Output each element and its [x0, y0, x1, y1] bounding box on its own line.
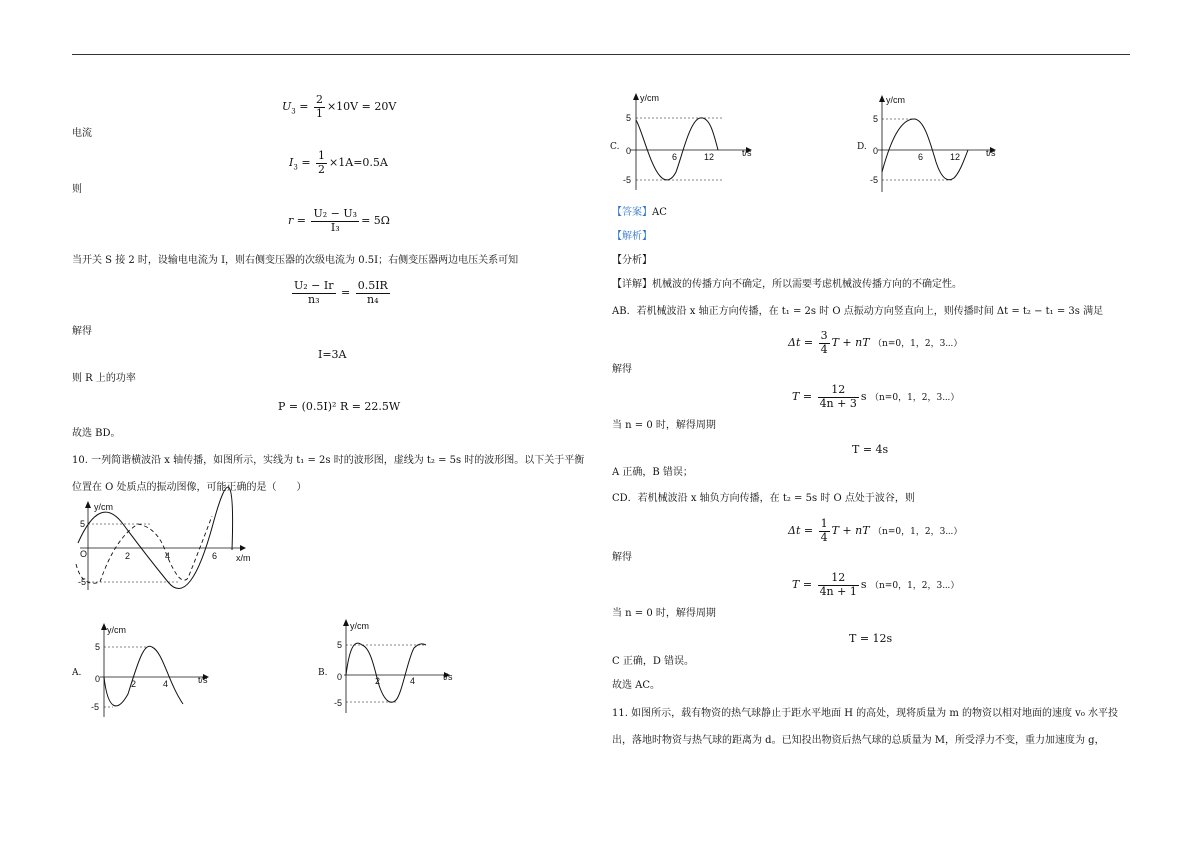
wave-xtick-1: 2	[125, 551, 131, 561]
solve-label: 解得	[72, 326, 92, 337]
header-rule	[72, 54, 1130, 55]
wave-y-label: y/cm	[94, 502, 113, 512]
option-d-label: D.	[857, 142, 867, 152]
option-d-graph	[868, 92, 1018, 197]
cd-text: CD．若机械波沿 x 轴负方向传播，在 t₂ = 5s 时 O 点处于波谷，则	[612, 493, 915, 504]
option-b-ymax: 5	[337, 640, 343, 650]
option-b-x-label: t/s	[443, 672, 453, 682]
wave-ymax: 5	[80, 519, 86, 529]
option-d-xtick-2: 12	[950, 152, 961, 162]
q10-line1: 10. 一列简谐横波沿 x 轴传播，如图所示，实线为 t₁ = 2s 时的波形图，虚线为 t₂ = 5s 时的波形图。以下关于平衡	[72, 455, 585, 466]
option-c-xtick-1: 6	[672, 152, 678, 162]
option-a-ymax: 5	[95, 642, 101, 652]
answer-value: AC	[652, 207, 667, 218]
option-d-xtick-1: 6	[918, 152, 924, 162]
option-b-origin: 0	[337, 672, 343, 682]
option-a-origin: 0	[95, 674, 101, 684]
option-d-ymax: 5	[873, 114, 879, 124]
solve1-label: 解得	[612, 364, 632, 375]
answer-tag: 【答案】	[612, 207, 652, 218]
wave-figure	[70, 498, 260, 598]
when2-text: 当 n = 0 时，解得周期	[612, 608, 716, 619]
option-b-y-label: y/cm	[350, 621, 369, 631]
option-b-graph	[332, 618, 462, 718]
option-c-origin: 0	[626, 146, 632, 156]
option-c-xtick-2: 12	[704, 152, 715, 162]
power-text: 则 R 上的功率	[72, 373, 136, 384]
equation-power: P = (0.5I)² R = 22.5W	[278, 400, 401, 413]
q11-line1: 11. 如图所示，载有物资的热气球静止于距水平地面 H 的高处，现将质量为 m 的物资以相对地面的速度 v₀ 水平投	[612, 708, 1119, 719]
option-a-ymin: -5	[91, 702, 100, 712]
xiangjie-text: 机械波的传播方向不确定，所以需要考虑机械波传播方向的不确定性。	[652, 279, 962, 290]
equation-dt1: Δt = $\frac{3}{4}$ T + nT （n=0，1，2，3⋯）	[788, 329, 963, 356]
option-c-y-label: y/cm	[640, 93, 659, 103]
dashed-wave	[76, 516, 212, 583]
ab-text: AB．若机械波沿 x 轴正方向传播，在 t₁ = 2s 时 O 点振动方向竖直向上，则传播时间 Δt = t₂ − t₁ = 3s 满足	[612, 306, 1104, 317]
wave-x-label: x/m	[236, 553, 251, 563]
wave-ymin: -5	[78, 577, 87, 587]
option-b-label: B.	[318, 668, 328, 678]
current-label: 电流	[72, 128, 92, 139]
xiangjie-line	[612, 279, 962, 291]
option-d-origin: 0	[873, 146, 879, 156]
analysis-tag: 【解析】	[612, 231, 652, 242]
equation-current: I=3A	[318, 348, 347, 361]
option-c-label: C.	[610, 142, 620, 152]
option-d-y-label: y/cm	[886, 95, 905, 105]
wave-xtick-2: 4	[165, 551, 171, 561]
answer-bd: 故选 BD。	[72, 428, 121, 439]
result-t2: T = 12s	[849, 632, 893, 645]
option-d-ymin: -5	[870, 175, 879, 185]
a-correct: A 正确，B 错误；	[612, 467, 693, 478]
equation-t1: T = $\frac{12}{4n + 3}$ s （n=0，1，2，3⋯）	[792, 383, 960, 410]
option-d-x-label: t/s	[986, 148, 996, 158]
option-a-xtick-1: 2	[131, 679, 137, 689]
option-a-graph	[88, 622, 218, 722]
answer-ac: 故选 AC。	[612, 680, 661, 691]
equation-i3: $I_3$ = $\frac{1}{2}$ ×1A=0.5A	[289, 149, 388, 176]
equation-t2: T = $\frac{12}{4n + 1}$ s （n=0，1，2，3⋯）	[792, 571, 960, 598]
option-c-graph	[620, 90, 770, 195]
when1-text: 当 n = 0 时，解得周期	[612, 420, 716, 431]
then-label: 则	[72, 184, 82, 195]
wave-xtick-3: 6	[212, 551, 218, 561]
q11-line2: 出，落地时物资与热气球的距离为 d。已知投出物资后热气球的总质量为 M，所受浮力不变，重力加速度为 g，	[612, 735, 1105, 746]
option-c-ymax: 5	[626, 113, 632, 123]
result-t1: T = 4s	[852, 443, 889, 456]
option-a-xtick-2: 4	[163, 679, 169, 689]
option-a-x-label: t/s	[198, 675, 208, 685]
option-c-x-label: t/s	[742, 148, 752, 158]
option-b-xtick-2: 4	[410, 676, 416, 686]
wave-origin: O	[80, 549, 88, 559]
solve2-label: 解得	[612, 552, 632, 563]
switch-text: 当开关 S 接 2 时，设输电电流为 I，则右侧变压器的次级电流为 0.5I；右侧变压器两边电压关系可知	[72, 255, 519, 266]
equation-r: r = $\frac{\text{U₂ − U₃}}{\text{I₃}}$ = 5Ω	[288, 207, 390, 234]
option-b-xtick-1: 2	[375, 676, 381, 686]
option-c-ymin: -5	[623, 175, 632, 185]
answer-line	[612, 207, 667, 219]
equation-ratio: $\frac{\text{U₂ − Ir}}{\text{n₃}}$ = $\frac{0.5IR}{\text{n₄}}$	[294, 279, 388, 306]
q10-line2: 位置在 O 处质点的振动图像，可能正确的是（ ）	[72, 482, 307, 493]
option-a-label: A.	[72, 668, 82, 678]
option-b-ymin: -5	[334, 698, 343, 708]
option-a-y-label: y/cm	[107, 625, 126, 635]
c-correct: C 正确，D 错误。	[612, 656, 695, 667]
xiangjie-tag: 【详解】	[612, 279, 652, 290]
equation-u3: $U_3$ = $\frac{2}{1}$ ×10V = 20V	[282, 93, 397, 120]
equation-dt2: Δt = $\frac{1}{4}$ T + nT （n=0，1，2，3⋯）	[788, 517, 963, 544]
fenxi-tag: 【分析】	[612, 255, 652, 266]
